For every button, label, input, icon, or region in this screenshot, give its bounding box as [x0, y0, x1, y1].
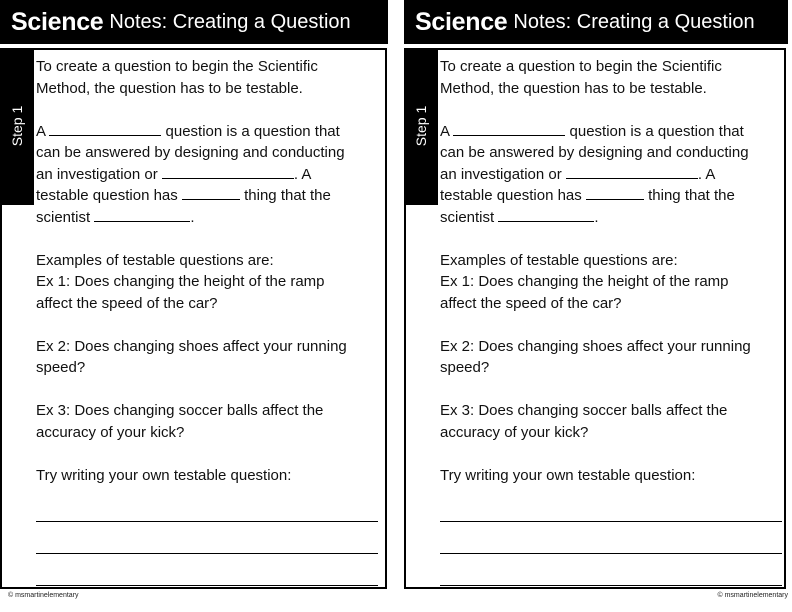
example-1-line-1: Ex 1: Does changing the height of the ramp — [440, 273, 729, 290]
write-prompt: Try writing your own testable question: — [440, 466, 696, 484]
notes-content — [440, 56, 780, 586]
intro-line-2: Method, the question has to be testable. — [36, 79, 303, 97]
fill-blank-3[interactable] — [586, 186, 644, 200]
example-3-line-1: Ex 3: Does changing soccer balls affect the — [440, 402, 728, 419]
answer-line-2[interactable] — [440, 522, 782, 554]
title-bar — [404, 0, 788, 44]
notes-content — [36, 56, 381, 586]
example-3-line-2: accuracy of your kick? — [36, 423, 185, 441]
definition-line-5: scientist . — [440, 208, 599, 226]
definition-line-2: can be answered by designing and conducting — [440, 144, 749, 161]
fill-blank-1[interactable] — [49, 122, 161, 136]
example-2-line-1: Ex 2: Does changing shoes affect your running — [36, 337, 347, 355]
intro-line-1: To create a question to begin the Scientific — [36, 58, 318, 75]
intro-line-1: To create a question to begin the Scientific — [440, 58, 722, 75]
definition-line-1: A question is a question that — [36, 122, 340, 140]
answer-lines — [440, 508, 780, 586]
example-1-line-2: affect the speed of the car? — [36, 294, 218, 312]
title-subtitle: Notes: Creating a Question — [109, 10, 351, 33]
example-3-line-2: accuracy of your kick? — [440, 423, 589, 441]
example-3-line-1: Ex 3: Does changing soccer balls affect the — [36, 402, 324, 419]
answer-line-1[interactable] — [36, 508, 378, 522]
definition-line-4: testable question has thing that the — [36, 187, 331, 204]
answer-line-1[interactable] — [440, 508, 782, 522]
fill-blank-1[interactable] — [453, 122, 565, 136]
example-2-line-1: Ex 2: Does changing shoes affect your running — [440, 337, 751, 355]
definition-line-1: A question is a question that — [440, 122, 744, 140]
examples-heading: Examples of testable questions are: — [440, 251, 678, 269]
title-subtitle: Notes: Creating a Question — [513, 10, 755, 33]
answer-line-3[interactable] — [36, 554, 378, 586]
step-label: Step 1 — [413, 105, 429, 147]
step-tab — [0, 48, 34, 205]
fill-blank-2[interactable] — [162, 165, 294, 179]
example-1-line-2: affect the speed of the car? — [440, 294, 622, 312]
fill-blank-3[interactable] — [182, 186, 240, 200]
step-label: Step 1 — [9, 105, 25, 147]
definition-line-4: testable question has thing that the — [440, 187, 735, 204]
definition-line-2: can be answered by designing and conducting — [36, 144, 345, 161]
fill-blank-4[interactable] — [498, 208, 594, 222]
copyright-footer: © msmartinelementary — [717, 592, 788, 599]
notes-card-left — [0, 0, 390, 612]
answer-line-2[interactable] — [36, 522, 378, 554]
definition-line-3: an investigation or . A — [36, 165, 312, 183]
answer-lines — [36, 508, 381, 586]
title-science: Science — [11, 7, 104, 36]
intro-line-2: Method, the question has to be testable. — [440, 79, 707, 97]
answer-line-3[interactable] — [440, 554, 782, 586]
examples-heading: Examples of testable questions are: — [36, 251, 274, 269]
title-science: Science — [415, 7, 508, 36]
fill-blank-2[interactable] — [566, 165, 698, 179]
notes-box — [404, 48, 786, 589]
definition-line-3: an investigation or . A — [440, 165, 716, 183]
fill-blank-4[interactable] — [94, 208, 190, 222]
title-bar — [0, 0, 388, 44]
example-2-line-2: speed? — [36, 359, 86, 376]
example-2-line-2: speed? — [440, 359, 490, 376]
notes-card-right — [404, 0, 792, 612]
copyright-footer: © msmartinelementary — [8, 592, 79, 599]
example-1-line-1: Ex 1: Does changing the height of the ramp — [36, 273, 325, 290]
notes-box — [0, 48, 387, 589]
write-prompt: Try writing your own testable question: — [36, 466, 292, 484]
step-tab — [404, 48, 438, 205]
definition-line-5: scientist . — [36, 208, 195, 226]
